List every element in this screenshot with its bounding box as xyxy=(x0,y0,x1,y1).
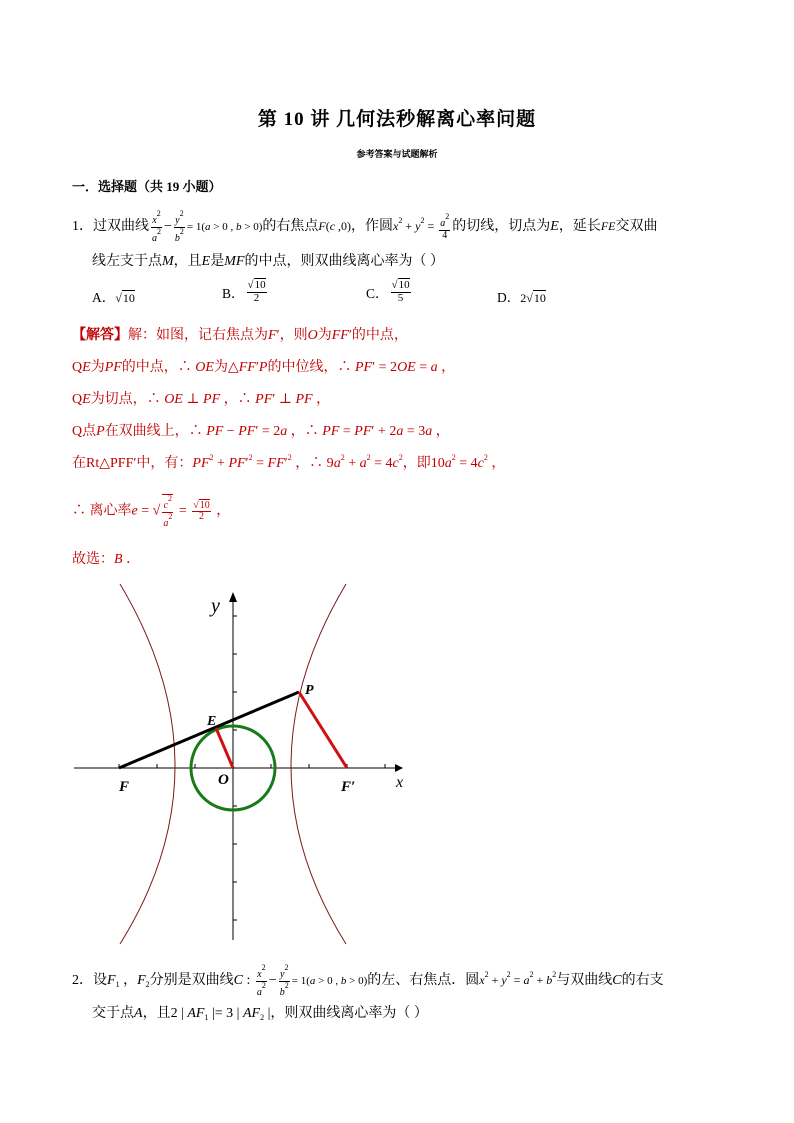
label-y: y xyxy=(211,595,220,617)
page-subtitle: 参考答案与试题解析 xyxy=(356,149,438,159)
page-title: 第 10 讲 几何法秒解离心率问题 xyxy=(257,109,537,130)
question-1-line-1: 1．过双曲线 $\frac{x^2}{a^2}$ − $\frac{y^2}{b^2}$ = 1(a > 0 , b > 0)的右焦点F(c ,0)，作圆$x^2 + y^2$ = $\frac{a^2}{4}$ 的切线，切点为E，延长FE交双曲 xyxy=(72,209,658,244)
option-b[interactable]: B． $\frac{√10}{2}$ xyxy=(222,279,266,304)
x-axis-arrow xyxy=(395,764,403,772)
option-a[interactable]: A．√10 xyxy=(92,290,135,305)
question-2-line-2: 交于点A，且2 | $AF_1$ |= 3 | $AF_2$ |，则双曲线离心率为（ ） xyxy=(92,1006,428,1022)
label-x: x xyxy=(396,774,404,791)
solution-line-2: QE为PF的中点，∴ OE为△FF′P的中位线，∴ PF′ = 2OE = a ， xyxy=(72,360,456,375)
label-f: F xyxy=(119,779,130,795)
solution-line-5: 在Rt△PFF′中，有：$PF^2 + PF'^2 = FF'^2$ ，∴ $9a^2 + a^2 = 4c^2$，即$10a^2 = 4c^2$ ， xyxy=(72,453,506,471)
option-c[interactable]: C． $\frac{√10}{5}$ xyxy=(366,279,410,304)
label-p: P xyxy=(305,683,314,698)
solution-line-1: 【解答】解：如图，记右焦点为F′，则O为FF′的中点， xyxy=(72,328,408,343)
y-axis-arrow xyxy=(229,592,237,602)
label-e: E xyxy=(207,714,217,729)
option-d[interactable]: D．2√10 xyxy=(497,290,546,305)
solution-line-4: Q点P在双曲线上，∴ PF − PF′ = 2a ，∴ PF = PF′ + 2a = 3a ， xyxy=(72,424,450,439)
question-2-line-1: 2．设$F_1$ ，$F_2$分别是双曲线C : $\frac{x^2}{a^2}$ − $\frac{y^2}{b^2}$ = 1(a > 0 , b > 0)的左、右焦点．圆$x^2 + y^2 = a^2 + b^2$与双曲线C的右支 xyxy=(72,963,664,998)
hyperbola-right-branch xyxy=(291,584,346,944)
label-fprime: F′ xyxy=(341,779,356,795)
solution-answer: 故选：B ． xyxy=(72,552,141,567)
label-o: O xyxy=(218,772,229,788)
solution-line-3: QE为切点，∴ OE ⊥ PF ，∴ PF′ ⊥ PF ， xyxy=(72,392,331,407)
solution-line-6: ∴ 离心率e = √ $\frac{c^2}{a^2}$ = $\frac{√10}{2}$ ， xyxy=(72,494,231,529)
segment-o-e xyxy=(216,728,233,768)
hyperbola-figure xyxy=(70,578,420,948)
segment-p-fprime xyxy=(299,692,347,768)
question-1-line-2: 线左支于点M，且E是MF的中点，则双曲线离心率为（ ） xyxy=(92,254,444,269)
section-heading: 一．选择题（共 19 小题） xyxy=(72,179,222,194)
